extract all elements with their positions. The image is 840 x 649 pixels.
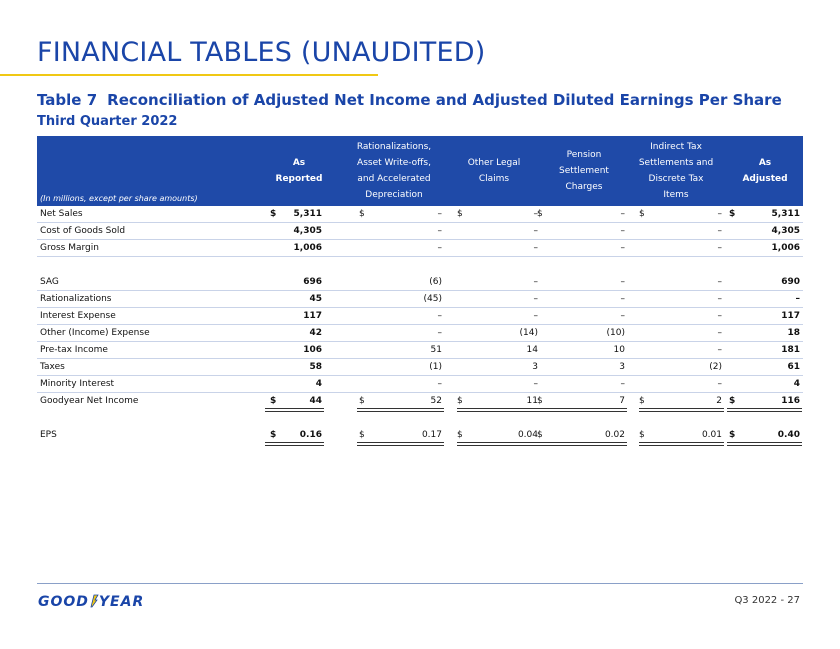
table-cell: – <box>717 277 722 287</box>
currency-symbol: $ <box>639 430 645 440</box>
double-underline <box>639 442 724 446</box>
table-cell: – <box>717 226 722 236</box>
footer-rule <box>37 583 803 584</box>
table-cell: 0.04 <box>517 430 538 440</box>
table-cell: 58 <box>309 362 322 372</box>
table-row <box>37 274 803 291</box>
table-cell: 18 <box>787 328 800 338</box>
table-row <box>37 376 803 393</box>
row-label: Other (Income) Expense <box>40 328 150 338</box>
currency-symbol: $ <box>729 396 736 406</box>
table-cell: 0.16 <box>299 430 322 440</box>
table-cell: – <box>620 209 625 219</box>
table-cell: 4,305 <box>771 226 800 236</box>
table-row <box>37 206 803 223</box>
table-cell: – <box>437 311 442 321</box>
wingfoot-icon <box>89 594 99 608</box>
table-cell: (1) <box>429 362 442 372</box>
table-cell: 5,311 <box>293 209 322 219</box>
double-underline <box>457 442 540 446</box>
table-cell: – <box>620 277 625 287</box>
currency-symbol: $ <box>270 209 277 219</box>
table-cell: (45) <box>423 294 442 304</box>
table-cell: 61 <box>787 362 800 372</box>
header-units-note: (In millions, except per share amounts) <box>40 194 198 203</box>
row-label: SAG <box>40 277 59 287</box>
table-cell: 52 <box>430 396 442 406</box>
table-cell: – <box>533 209 538 219</box>
row-label: Taxes <box>40 362 65 372</box>
row-label: Minority Interest <box>40 379 115 389</box>
double-underline <box>727 442 802 446</box>
table-cell: – <box>717 294 722 304</box>
table-cell: (6) <box>429 277 442 287</box>
currency-symbol: $ <box>639 396 645 406</box>
row-label: EPS <box>40 430 57 440</box>
table-cell: – <box>717 379 722 389</box>
table-cell: – <box>533 379 538 389</box>
double-underline <box>457 408 540 412</box>
table-cell: 3 <box>532 362 538 372</box>
double-underline <box>265 442 324 446</box>
currency-symbol: $ <box>359 430 365 440</box>
table-cell: (2) <box>709 362 722 372</box>
table-cell: 11 <box>526 396 538 406</box>
table-cell: 42 <box>309 328 322 338</box>
table-cell: 4,305 <box>293 226 322 236</box>
table-cell: 0.01 <box>701 430 722 440</box>
row-label: Cost of Goods Sold <box>40 226 126 236</box>
table-title-text: Reconciliation of Adjusted Net Income and Adjusted Diluted Earnings Per Share <box>107 91 782 109</box>
table-cell: 1,006 <box>293 243 322 253</box>
table-cell: – <box>717 209 722 219</box>
currency-symbol: $ <box>639 209 645 219</box>
table-cell: – <box>620 311 625 321</box>
table-header <box>37 136 803 206</box>
double-underline <box>639 408 724 412</box>
table-cell: 14 <box>526 345 538 355</box>
double-underline <box>537 442 627 446</box>
table-cell: (14) <box>519 328 538 338</box>
row-label: Net Sales <box>40 209 83 219</box>
title-underline <box>0 74 378 76</box>
table-cell: 0.02 <box>604 430 625 440</box>
table-row <box>37 342 803 359</box>
table-subtitle: Third Quarter 2022 <box>37 114 178 129</box>
currency-symbol: $ <box>729 209 736 219</box>
currency-symbol: $ <box>359 396 365 406</box>
table-cell: – <box>717 311 722 321</box>
col-header-indirect-tax: Indirect Tax Settlements and Discrete Tax Items <box>638 142 714 200</box>
table-cell: 3 <box>619 362 625 372</box>
table-cell: 117 <box>781 311 800 321</box>
table-cell: (10) <box>606 328 625 338</box>
page-number: Q3 2022 - 27 <box>734 595 800 606</box>
col-header-as-adjusted: As Adjusted <box>742 158 788 184</box>
table-cell: – <box>620 294 625 304</box>
row-label: Interest Expense <box>40 311 116 321</box>
table-row <box>37 291 803 308</box>
double-underline <box>357 408 444 412</box>
table-row <box>37 325 803 342</box>
table-cell: 4 <box>315 379 322 389</box>
goodyear-logo: GOOD YEAR <box>38 594 145 610</box>
table-cell: – <box>533 226 538 236</box>
table-cell: – <box>437 243 442 253</box>
table-cell: 4 <box>793 379 800 389</box>
table-cell: – <box>620 226 625 236</box>
table-cell: – <box>437 209 442 219</box>
table-cell: – <box>437 328 442 338</box>
table-cell: 696 <box>303 277 322 287</box>
currency-symbol: $ <box>457 430 463 440</box>
currency-symbol: $ <box>457 209 463 219</box>
currency-symbol: $ <box>729 430 736 440</box>
table-title <box>37 91 782 109</box>
col-header-as-reported: As Reported <box>275 158 323 184</box>
col-header-rationalizations: Rationalizations, Asset Write-offs, and Accelerated Depreciation <box>356 142 432 200</box>
table-cell: 106 <box>303 345 322 355</box>
table-cell: – <box>620 379 625 389</box>
table-cell: 44 <box>309 396 322 406</box>
table-row <box>37 393 803 410</box>
double-underline <box>265 408 324 412</box>
table-row <box>37 223 803 240</box>
table-cell: 181 <box>781 345 800 355</box>
table-cell: – <box>717 328 722 338</box>
currency-symbol: $ <box>537 209 543 219</box>
table-row <box>37 240 803 257</box>
double-underline <box>357 442 444 446</box>
currency-symbol: $ <box>457 396 463 406</box>
table-cell: – <box>533 294 538 304</box>
row-divider <box>37 256 803 257</box>
table-number: Table 7 <box>37 91 98 109</box>
table-cell: – <box>533 311 538 321</box>
table-cell: 1,006 <box>771 243 800 253</box>
table-row <box>37 359 803 376</box>
table-cell: 116 <box>781 396 800 406</box>
table-cell: – <box>437 226 442 236</box>
table-cell: – <box>717 345 722 355</box>
page-title: FINANCIAL TABLES (UNAUDITED) <box>37 37 486 68</box>
currency-symbol: $ <box>537 396 543 406</box>
table-cell: 45 <box>309 294 322 304</box>
table-cell: 7 <box>619 396 625 406</box>
table-cell: 10 <box>613 345 625 355</box>
row-label: Pre-tax Income <box>40 345 108 355</box>
row-label: Gross Margin <box>40 243 99 253</box>
currency-symbol: $ <box>270 430 277 440</box>
col-header-other-legal: Other Legal Claims <box>467 158 521 184</box>
row-label: Rationalizations <box>40 294 112 304</box>
table-cell: – <box>533 277 538 287</box>
table-cell: 51 <box>430 345 442 355</box>
table-cell: 5,311 <box>771 209 800 219</box>
double-underline <box>727 408 802 412</box>
table-cell: – <box>620 243 625 253</box>
table-cell: – <box>795 294 800 304</box>
currency-symbol: $ <box>537 430 543 440</box>
table-cell: 2 <box>716 396 722 406</box>
row-label: Goodyear Net Income <box>40 396 139 406</box>
currency-symbol: $ <box>359 209 365 219</box>
table-body <box>37 206 803 444</box>
double-underline <box>537 408 627 412</box>
table-cell: – <box>437 379 442 389</box>
table-cell: 690 <box>781 277 800 287</box>
table-cell: 0.17 <box>421 430 442 440</box>
table-row <box>37 427 803 444</box>
currency-symbol: $ <box>270 396 277 406</box>
table-cell: – <box>533 243 538 253</box>
col-header-pension: Pension Settlement Charges <box>559 150 609 192</box>
table-cell: 0.40 <box>777 430 800 440</box>
table-cell: – <box>717 243 722 253</box>
table-cell: 117 <box>303 311 322 321</box>
table-row <box>37 308 803 325</box>
